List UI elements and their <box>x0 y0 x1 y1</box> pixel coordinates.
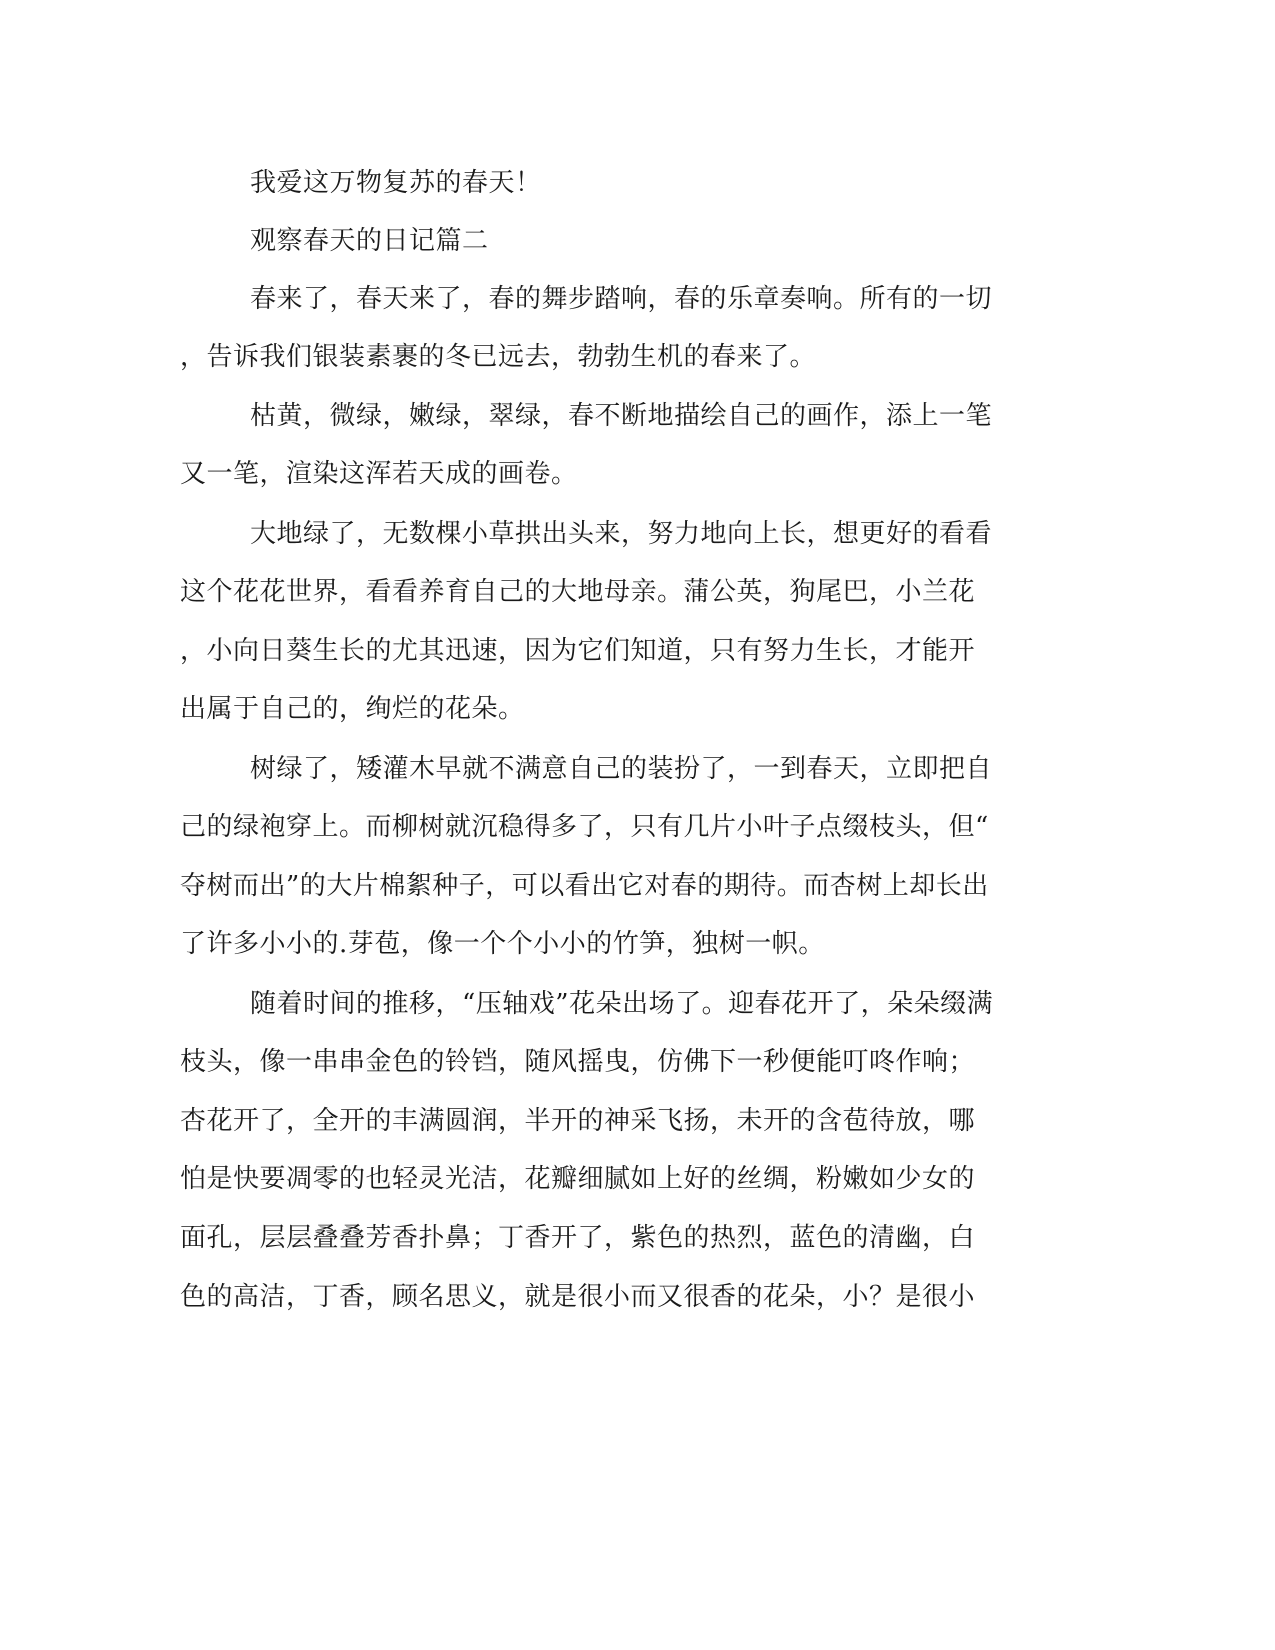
section-heading: 观察春天的日记篇二 <box>250 226 489 256</box>
text-line: ，小向日葵生长的尤其迅速，因为它们知道，只有努力生长，才能开 <box>180 636 976 666</box>
text-line: 面孔，层层叠叠芳香扑鼻；丁香开了，紫色的热烈，蓝色的清幽，白 <box>180 1223 976 1253</box>
text-line: 春来了，春天来了，春的舞步踏响，春的乐章奏响。所有的一切 <box>250 284 993 314</box>
text-line: ，告诉我们银装素裹的冬已远去，勃勃生机的春来了。 <box>180 342 817 372</box>
text-line: 这个花花世界，看看养育自己的大地母亲。蒲公英，狗尾巴，小兰花 <box>180 577 976 607</box>
text-line: 枝头，像一串串金色的铃铛，随风摇曳，仿佛下一秒便能叮咚作响； <box>180 1047 976 1077</box>
text-line: 己的绿袍穿上。而柳树就沉稳得多了，只有几片小叶子点缀枝头，但“ <box>180 812 989 842</box>
text-line: 我爱这万物复苏的春天！ <box>250 168 542 198</box>
text-line: 大地绿了，无数棵小草拱出头来，努力地向上长，想更好的看看 <box>250 519 993 549</box>
text-line: 树绿了，矮灌木早就不满意自己的装扮了，一到春天，立即把自 <box>250 754 993 784</box>
text-line: 杏花开了，全开的丰满圆润，半开的神采飞扬，未开的含苞待放，哪 <box>180 1106 976 1136</box>
text-line: 枯黄，微绿，嫩绿，翠绿，春不断地描绘自己的画作，添上一笔 <box>250 401 993 431</box>
text-line: 色的高洁，丁香，顾名思义，就是很小而又很香的花朵，小？是很小 <box>180 1282 976 1312</box>
text-line: 又一笔，渲染这浑若天成的画卷。 <box>180 459 578 489</box>
text-line: 怕是快要凋零的也轻灵光洁，花瓣细腻如上好的丝绸，粉嫩如少女的 <box>180 1164 976 1194</box>
text-line: 夺树而出”的大片棉絮种子，可以看出它对春的期待。而杏树上却长出 <box>180 871 989 901</box>
text-line: 随着时间的推移，“压轴戏”花朵出场了。迎春花开了，朵朵缀满 <box>250 989 994 1019</box>
text-line: 了许多小小的.芽苞，像一个个小小的竹笋，独树一帜。 <box>180 929 825 959</box>
text-line: 出属于自己的，绚烂的花朵。 <box>180 694 525 724</box>
